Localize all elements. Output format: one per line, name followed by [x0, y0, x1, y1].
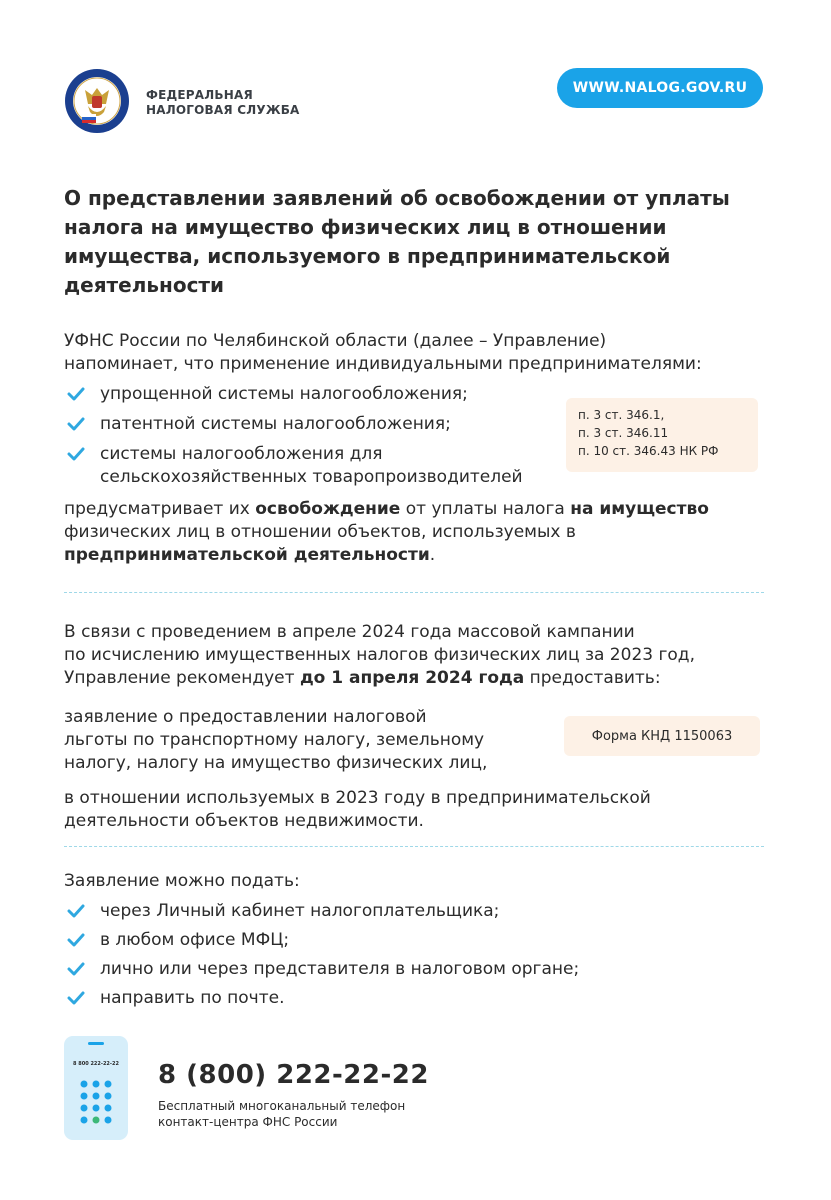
document-title: О представлении заявлений об освобождении от уплаты налога на имущество физических лиц в отношении имущества, используемого в предпринимательской деятельности: [64, 186, 730, 297]
statement-line-2: льготы по транспортному налогу, земельному: [64, 730, 485, 750]
summary-bold-business: предпринимательской деятельности: [64, 545, 430, 565]
summary-text: физических лиц в отношении объектов, используемых в: [64, 522, 576, 542]
statement-end-line-2: деятельности объектов недвижимости.: [64, 811, 424, 831]
statement-end-line-1: в отношении используемых в 2023 году в предпринимательской: [64, 788, 651, 808]
list-item: [66, 443, 540, 489]
legal-reference-line: п. 3 ст. 346.11: [578, 426, 669, 440]
statement-description: [64, 706, 534, 775]
checkmark-icon: [67, 962, 85, 976]
statement-line-1: заявление о предоставлении налоговой: [64, 707, 427, 727]
list-item-text: упрощенной системы налогообложения;: [100, 384, 468, 404]
form-reference-badge: Форма КНД 1150063: [564, 716, 760, 756]
list-item: [66, 383, 566, 406]
checkmark-icon: [67, 904, 85, 918]
list-item-text: через Личный кабинет налогоплательщика;: [100, 901, 500, 921]
list-item-text: в любом офисе МФЦ;: [100, 930, 290, 950]
section-exemption-intro: [64, 330, 764, 376]
legal-reference-line: п. 3 ст. 346.1,: [578, 408, 665, 422]
list-item-text: системы налогообложения для сельскохозяйственных товаропроизводителей: [100, 444, 523, 487]
checkmark-icon: [67, 991, 85, 1005]
section-divider: [64, 846, 764, 847]
list-item: [66, 987, 766, 1010]
campaign-line-3: [64, 667, 764, 690]
hotline-phone-number[interactable]: 8 (800) 222-22-22: [158, 1060, 429, 1090]
summary-bold-property: на имущество: [570, 499, 709, 519]
section-divider: [64, 592, 764, 593]
summary-bold-exemption: освобождение: [255, 499, 401, 519]
summary-text: от уплаты налога: [400, 499, 571, 519]
org-name: [146, 88, 300, 118]
website-link-button[interactable]: WWW.NALOG.GOV.RU: [557, 68, 763, 108]
intro-line-2: напоминает, что применение индивидуальными предпринимателями:: [64, 354, 702, 374]
statement-line-3: налогу, налогу на имущество физических лиц,: [64, 753, 488, 773]
fns-emblem-logo: [64, 68, 130, 134]
list-item: [66, 413, 566, 436]
campaign-line-2: по исчислению имущественных налогов физических лиц за 2023 год,: [64, 645, 695, 665]
phone-icon: [64, 1036, 128, 1140]
legal-reference-line: п. 10 ст. 346.43 НК РФ: [578, 444, 719, 458]
submission-intro: Заявление можно подать:: [64, 871, 300, 891]
summary-text: .: [429, 545, 436, 565]
exemption-summary: [64, 498, 764, 567]
list-item: [66, 958, 766, 981]
checkmark-icon: [67, 447, 85, 461]
intro-line-1: УФНС России по Челябинской области (далее – Управление): [64, 331, 607, 351]
org-name-line1: ФЕДЕРАЛЬНАЯ: [146, 88, 253, 102]
campaign-text: предоставить:: [524, 668, 661, 688]
checkmark-icon: [67, 417, 85, 431]
summary-text: предусматривает их: [64, 499, 256, 519]
checkmark-icon: [67, 933, 85, 947]
tax-systems-list: [66, 383, 566, 489]
hotline-description-line: контакт-центра ФНС России: [158, 1115, 338, 1129]
hotline-description-line: Бесплатный многоканальный телефон: [158, 1099, 406, 1113]
statement-end: [64, 787, 764, 833]
campaign-line-1: В связи с проведением в апреле 2024 года массовой кампании: [64, 622, 635, 642]
checkmark-icon: [67, 387, 85, 401]
list-item: [66, 900, 766, 923]
org-name-line2: НАЛОГОВАЯ СЛУЖБА: [146, 103, 300, 117]
list-item-text: патентной системы налогообложения;: [100, 414, 451, 434]
hotline-description: [158, 1098, 405, 1130]
list-item-text: лично или через представителя в налоговом органе;: [100, 959, 580, 979]
section-campaign: [64, 621, 764, 690]
list-item-text: направить по почте.: [100, 988, 285, 1008]
campaign-deadline: до 1 апреля 2024 года: [299, 668, 525, 688]
legal-reference-box: [566, 398, 758, 472]
campaign-text: Управление рекомендует: [64, 668, 300, 688]
list-item: [66, 929, 766, 952]
phone-screen-number: 8 800 222-22-22: [73, 1061, 119, 1067]
submission-methods-list: [66, 900, 766, 1010]
